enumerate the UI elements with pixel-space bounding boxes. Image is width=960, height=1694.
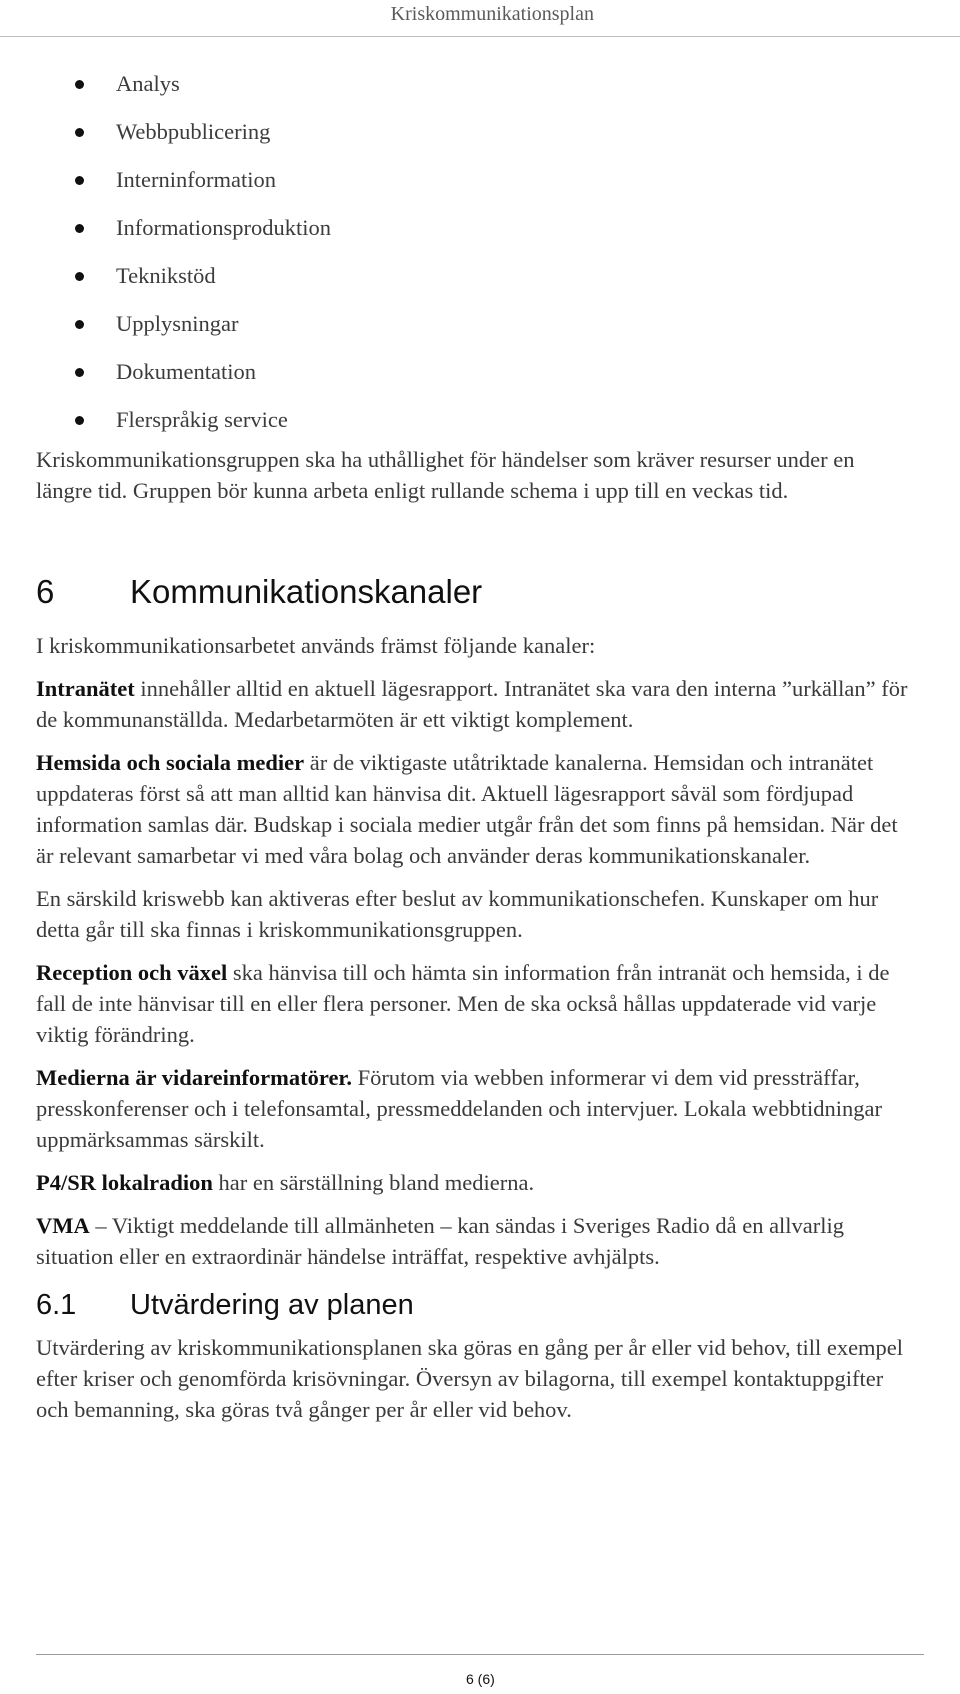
list-item: Flerspråkig service xyxy=(36,398,916,446)
channel-paragraph-media xyxy=(36,1062,916,1155)
intro-paragraph: Kriskommunikationsgruppen ska ha uthållighet för händelser som kräver resurser under en längre tid. Gruppen bör kunna arbeta enligt rullande schema i upp till en veckas tid. xyxy=(36,447,855,503)
page-footer xyxy=(36,1654,924,1687)
channel-name: VMA xyxy=(36,1213,90,1238)
channel-paragraph-reception xyxy=(36,957,916,1050)
channel-text: har en särställning bland medierna. xyxy=(212,1170,535,1195)
list-item: Dokumentation xyxy=(36,350,916,398)
section-number: 6 xyxy=(36,573,55,610)
channel-paragraph-radio xyxy=(36,1167,916,1198)
section-heading xyxy=(36,562,916,622)
page-header xyxy=(0,0,960,37)
list-item: Analys xyxy=(36,62,916,110)
list-item: Interninformation xyxy=(36,158,916,206)
channel-text: Förutom via webben informerar vi dem vid pressträffar, presskonferenser och i telefonsamtal, pressmeddelanden och intervjuer. Lokala webbtidningar uppmärksammas särskilt. xyxy=(36,1065,882,1152)
channel-name: Intranätet xyxy=(36,676,135,701)
page-number: 6 (6) xyxy=(466,1671,495,1687)
channel-name: Hemsida och sociala medier xyxy=(36,750,305,775)
list-item: Teknikstöd xyxy=(36,254,916,302)
channel-name: Reception och växel xyxy=(36,960,228,985)
channel-paragraph-kriswebb xyxy=(36,883,916,945)
subsection-heading xyxy=(36,1280,916,1330)
bullet-list xyxy=(36,62,916,446)
document-title: Kriskommunikationsplan xyxy=(390,3,594,25)
section-lead: I kriskommunikationsarbetet används främst följande kanaler: xyxy=(36,633,596,658)
channel-paragraph-intranet xyxy=(36,673,916,735)
channel-text: innehåller alltid en aktuell lägesrapport. Intranätet ska vara den interna ”urkällan” för de kommunanställda. Medarbetarmöten är ett viktigt komplement. xyxy=(36,676,908,732)
section-title: Kommunikationskanaler xyxy=(130,573,483,610)
page-content xyxy=(36,62,916,1425)
channel-text: En särskild kriswebb kan aktiveras efter beslut av kommunikationschefen. Kunskaper om hur detta går till ska finnas i kriskommunikationsgruppen. xyxy=(36,886,879,942)
channel-name: Medierna är vidareinformatörer. xyxy=(36,1065,352,1090)
channel-paragraph-website xyxy=(36,747,916,871)
channel-paragraph-vma xyxy=(36,1210,916,1272)
subsection-number: 6.1 xyxy=(36,1289,77,1321)
channel-text: ska hänvisa till och hämta sin information från intranät och hemsida, i de fall de inte hänvisar till en eller flera personer. Men de ska också hållas uppdaterade vid varje viktig förändring. xyxy=(36,960,890,1047)
channel-name: P4/SR lokalradion xyxy=(36,1170,213,1195)
subsection-title: Utvärdering av planen xyxy=(130,1289,414,1321)
list-item: Upplysningar xyxy=(36,302,916,350)
list-item: Informationsproduktion xyxy=(36,206,916,254)
evaluation-paragraph: Utvärdering av kriskommunikationsplanen ska göras en gång per år eller vid behov, till exempel efter kriser och genomförda krisövningar. Översyn av bilagorna, till exempel kontaktuppgifter och bemanning, ska göras två gånger per år eller vid behov. xyxy=(36,1335,904,1422)
channel-text: – Viktigt meddelande till allmänheten – kan sändas i Sveriges Radio då en allvarlig situation eller en extraordinär händelse inträffat, respektive avhjälpts. xyxy=(36,1213,845,1269)
channel-text: är de viktigaste utåtriktade kanalerna. Hemsidan och intranätet uppdateras först så att man alltid kan hänvisa dit. Aktuell lägesrapport såväl som fördjupad information samlas där. Budskap i sociala medier utgår från det som finns på hemsidan. När det är relevant samarbetar vi med våra bolag och använder deras kommunikationskanaler. xyxy=(36,750,898,868)
list-item: Webbpublicering xyxy=(36,110,916,158)
